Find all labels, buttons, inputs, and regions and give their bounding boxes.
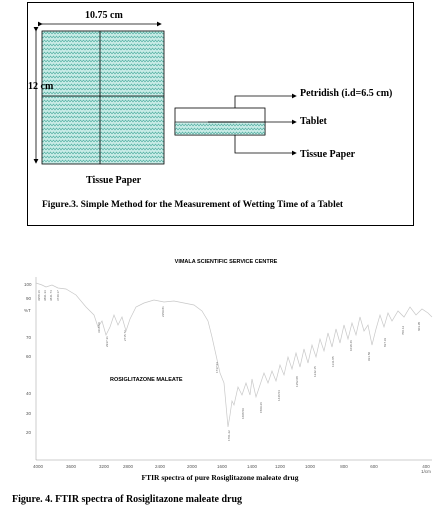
width-label: 10.75 cm: [85, 10, 123, 21]
x-tick-400: 400: [422, 464, 430, 469]
svg-text:1352.08: 1352.08: [295, 376, 299, 387]
y-tick-20: 20: [26, 430, 32, 435]
svg-text:3958.16: 3958.16: [37, 290, 41, 301]
tablet-label: Tablet: [300, 116, 327, 127]
wetting-setup-drawing: [28, 3, 415, 227]
x-tick-2400: 2400: [154, 464, 166, 469]
y-tick-60: 60: [26, 354, 32, 359]
tissue-paper-bottom-label: Tissue Paper: [86, 175, 142, 186]
svg-text:931.50: 931.50: [367, 351, 371, 361]
svg-text:1608.59: 1608.59: [241, 408, 245, 419]
height-label: 12 cm: [28, 81, 54, 92]
svg-text:1737.94: 1737.94: [215, 362, 219, 373]
figure-3-caption: Figure.3. Simple Method for the Measurement of Wetting Time of a Tablet: [42, 200, 344, 210]
y-tick-pct: %T: [24, 308, 31, 313]
x-tick-1600: 1600: [216, 464, 228, 469]
peak-labels: [37, 290, 421, 441]
svg-text:3740.17: 3740.17: [56, 290, 60, 301]
svg-text:1141.85: 1141.85: [331, 356, 335, 367]
tissue-paper-right-label: Tissue Paper: [300, 149, 356, 160]
petridish-label: Petridish (i.d=6.5 cm): [300, 88, 393, 99]
svg-text:1509.26: 1509.26: [259, 402, 263, 413]
svg-text:837.91: 837.91: [383, 337, 387, 347]
svg-text:1701.22: 1701.22: [227, 430, 231, 441]
svg-text:1038.46: 1038.46: [349, 340, 353, 351]
svg-text:1242.15: 1242.15: [313, 366, 317, 377]
x-tick-1200: 1200: [274, 464, 286, 469]
compound-label: ROSIGLITAZONE MALEATE: [110, 377, 183, 383]
figure-4-ftir-spectrum: [14, 255, 438, 473]
tissue-leader: [235, 135, 296, 153]
y-tick-30: 30: [26, 411, 32, 416]
x-unit: 1/cm: [421, 469, 431, 473]
x-tick-1400: 1400: [246, 464, 258, 469]
x-tick-3600: 3600: [65, 464, 77, 469]
ftir-trace: [36, 283, 432, 427]
x-tick-2000: 2000: [186, 464, 198, 469]
svg-text:3841.74: 3841.74: [49, 290, 53, 301]
y-tick-90: 90: [26, 296, 32, 301]
x-tick-4000: 4000: [32, 464, 44, 469]
svg-text:2359.81: 2359.81: [161, 306, 165, 317]
svg-text:3118.59: 3118.59: [97, 322, 101, 333]
y-tick-70: 70: [26, 335, 32, 340]
svg-text:700.12: 700.12: [401, 325, 405, 335]
figure-3-wetting-time-diagram: [27, 2, 414, 226]
x-tick-2800: 2800: [122, 464, 134, 469]
spectrum-title: FTIR spectra of pure Rosiglitazone maleate drug: [141, 473, 299, 482]
svg-text:2937.31: 2937.31: [105, 336, 109, 347]
petridish-leader: [235, 96, 296, 108]
instrument-header: VIMALA SCIENTIFIC SERVICE CENTRE: [174, 259, 278, 265]
x-tick-800: 800: [340, 464, 348, 469]
tissue-in-dish: [175, 122, 265, 135]
svg-text:3891.33: 3891.33: [43, 290, 47, 301]
x-tick-3200: 3200: [98, 464, 110, 469]
x-tick-1000: 1000: [304, 464, 316, 469]
y-tick-40: 40: [26, 391, 32, 396]
ftir-spectrum-plot: [14, 255, 438, 473]
svg-text:603.95: 603.95: [417, 321, 421, 331]
tissue-paper-square: [42, 31, 164, 164]
svg-text:2715.72: 2715.72: [123, 330, 127, 341]
svg-text:1446.54: 1446.54: [277, 390, 281, 401]
y-tick-100: 100: [24, 282, 32, 287]
figure-4-caption: Figure. 4. FTIR spectra of Rosiglitazone maleate drug: [12, 494, 243, 505]
x-tick-600: 600: [370, 464, 378, 469]
